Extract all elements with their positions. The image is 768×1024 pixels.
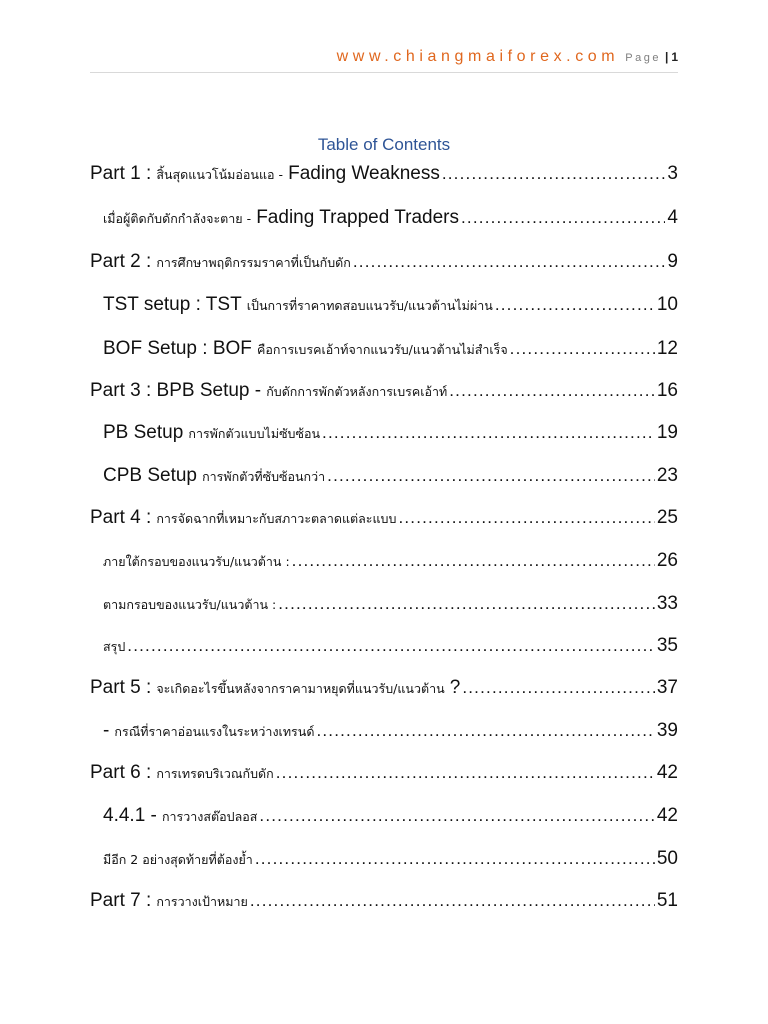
toc-entry-part: - [103, 720, 110, 741]
toc-entry[interactable] [103, 848, 678, 870]
toc-entry-thai: กับดักการพักตัวหลังการเบรคเอ้าท์ [266, 384, 448, 399]
toc-page-number: 35 [656, 635, 678, 656]
toc-entry-thai: เป็นการที่ราคาทดสอบแนวรับ/แนวต้านไม่ผ่าน [246, 298, 493, 313]
toc-entry-thai: การเทรดบริเวณกับดัก [156, 766, 274, 781]
toc-page-number: 16 [656, 380, 678, 401]
toc-page-number: 26 [656, 550, 678, 571]
toc-entry[interactable] [103, 720, 678, 742]
dot-leader [259, 806, 654, 826]
toc-entry-thai: การพักตัวแบบไม่ซับซ้อน [188, 426, 321, 441]
toc-title: Table of Contents [317, 135, 451, 154]
page-number: 1 [671, 50, 678, 64]
toc-entry-thai: มีอีก 2 อย่างสุดท้ายที่ต้องย้ำ [103, 852, 253, 867]
toc-entry[interactable] [90, 507, 678, 529]
toc-page-number: 19 [656, 422, 678, 443]
dot-leader [278, 594, 655, 614]
toc-entry-english: Fading Trapped Traders [256, 207, 459, 228]
toc-entry-thai: ตามกรอบของแนวรับ/แนวต้าน : [103, 597, 277, 612]
dot-leader [250, 891, 655, 911]
toc-entry-thai: สรุป [103, 639, 126, 654]
toc-page-number: 51 [656, 890, 678, 911]
toc-entry[interactable] [90, 251, 678, 273]
toc-entry[interactable] [103, 338, 678, 360]
toc-page-number: 39 [656, 720, 678, 741]
toc-entry[interactable] [103, 635, 678, 657]
toc-entry-part: Part 7 : [90, 890, 152, 911]
toc-page-number: 42 [656, 805, 678, 826]
toc-entry[interactable] [103, 294, 678, 316]
toc-entry-thai: การจัดฉากที่เหมาะกับสภาวะตลาดแต่ละแบบ [156, 511, 397, 526]
toc-entry[interactable] [90, 380, 678, 402]
toc-page-number: 23 [656, 465, 678, 486]
toc-entry[interactable] [103, 550, 678, 572]
toc-page-number: 10 [656, 294, 678, 315]
dot-leader [327, 466, 655, 486]
toc-entry-thai: การวางสต๊อปลอส [161, 809, 258, 824]
dot-leader [442, 164, 666, 184]
toc-entry-part: Part 6 : [90, 762, 152, 783]
toc-entry-thai: กรณีที่ราคาอ่อนแรงในระหว่างเทรนด์ [114, 724, 315, 739]
toc-entry-english: Fading Weakness [288, 163, 440, 184]
dot-leader [398, 508, 654, 528]
dot-leader [316, 721, 654, 741]
toc-entry-thai: การศึกษาพฤติกรรมราคาที่เป็นกับดัก [156, 255, 351, 270]
toc-entry[interactable] [90, 677, 678, 699]
dot-leader [276, 763, 655, 783]
dot-leader [495, 295, 655, 315]
toc-entry-part: Part 3 : BPB Setup - [90, 380, 262, 401]
toc-entry-thai: การพักตัวที่ซับซ้อนกว่า [202, 469, 326, 484]
toc-entry-part: BOF Setup : BOF [103, 338, 252, 359]
dot-leader [255, 849, 655, 869]
toc-entry-thai: จะเกิดอะไรขึ้นหลังจากราคามาหยุดที่แนวรับ/แนวต้าน [156, 681, 445, 696]
page-separator: | [664, 50, 669, 64]
toc-entry[interactable] [103, 593, 678, 615]
dot-leader [449, 381, 655, 401]
toc-entry[interactable] [90, 163, 678, 185]
toc-page-number: 42 [656, 762, 678, 783]
toc-entry-english: ? [449, 677, 461, 698]
dot-leader [127, 636, 655, 656]
dot-leader [322, 423, 655, 443]
toc-entry-thai: ภายใต้กรอบของแนวรับ/แนวต้าน : [103, 554, 290, 569]
toc-entry-part: TST setup : TST [103, 294, 242, 315]
toc-entry-thai: เมื่อผู้ติดกับดักกำลังจะตาย - [103, 211, 252, 226]
toc-entry-part: PB Setup [103, 422, 184, 443]
toc-page-number: 37 [656, 677, 678, 698]
toc-entry[interactable] [90, 890, 678, 912]
dot-leader [461, 208, 665, 228]
toc-page-number: 3 [667, 163, 678, 184]
toc-page-number: 12 [656, 338, 678, 359]
dot-leader [292, 551, 655, 571]
toc-entry-part: Part 2 : [90, 251, 152, 272]
toc-entry-thai: การวางเป้าหมาย [156, 894, 248, 909]
toc-entry-part: CPB Setup [103, 465, 197, 486]
toc-entry[interactable] [103, 805, 678, 827]
toc-entry-thai: สิ้นสุดแนวโน้มอ่อนแอ - [156, 167, 283, 182]
dot-leader [353, 252, 666, 272]
page-header [337, 48, 678, 66]
toc-entry-part: Part 4 : [90, 507, 152, 528]
toc-page-number: 9 [667, 251, 678, 272]
toc-entry[interactable] [90, 762, 678, 784]
page-label: Page [625, 52, 661, 64]
toc-page-number: 33 [656, 593, 678, 614]
toc-entry-part: Part 5 : [90, 677, 152, 698]
header-divider [90, 72, 678, 73]
site-url: www.chiangmaiforex.com [336, 48, 620, 65]
toc-entry[interactable] [103, 422, 678, 444]
toc-entry-thai: คือการเบรคเอ้าท์จากแนวรับ/แนวต้านไม่สำเร็จ [256, 342, 508, 357]
toc-page-number: 25 [656, 507, 678, 528]
toc-entry-part: Part 1 : [90, 163, 152, 184]
dot-leader [462, 678, 655, 698]
toc-entry[interactable] [103, 465, 678, 487]
toc-entry[interactable] [103, 207, 678, 229]
dot-leader [510, 339, 655, 359]
toc-page-number: 50 [656, 848, 678, 869]
toc-page-number: 4 [667, 207, 678, 228]
toc-entry-part: 4.4.1 - [103, 805, 157, 826]
